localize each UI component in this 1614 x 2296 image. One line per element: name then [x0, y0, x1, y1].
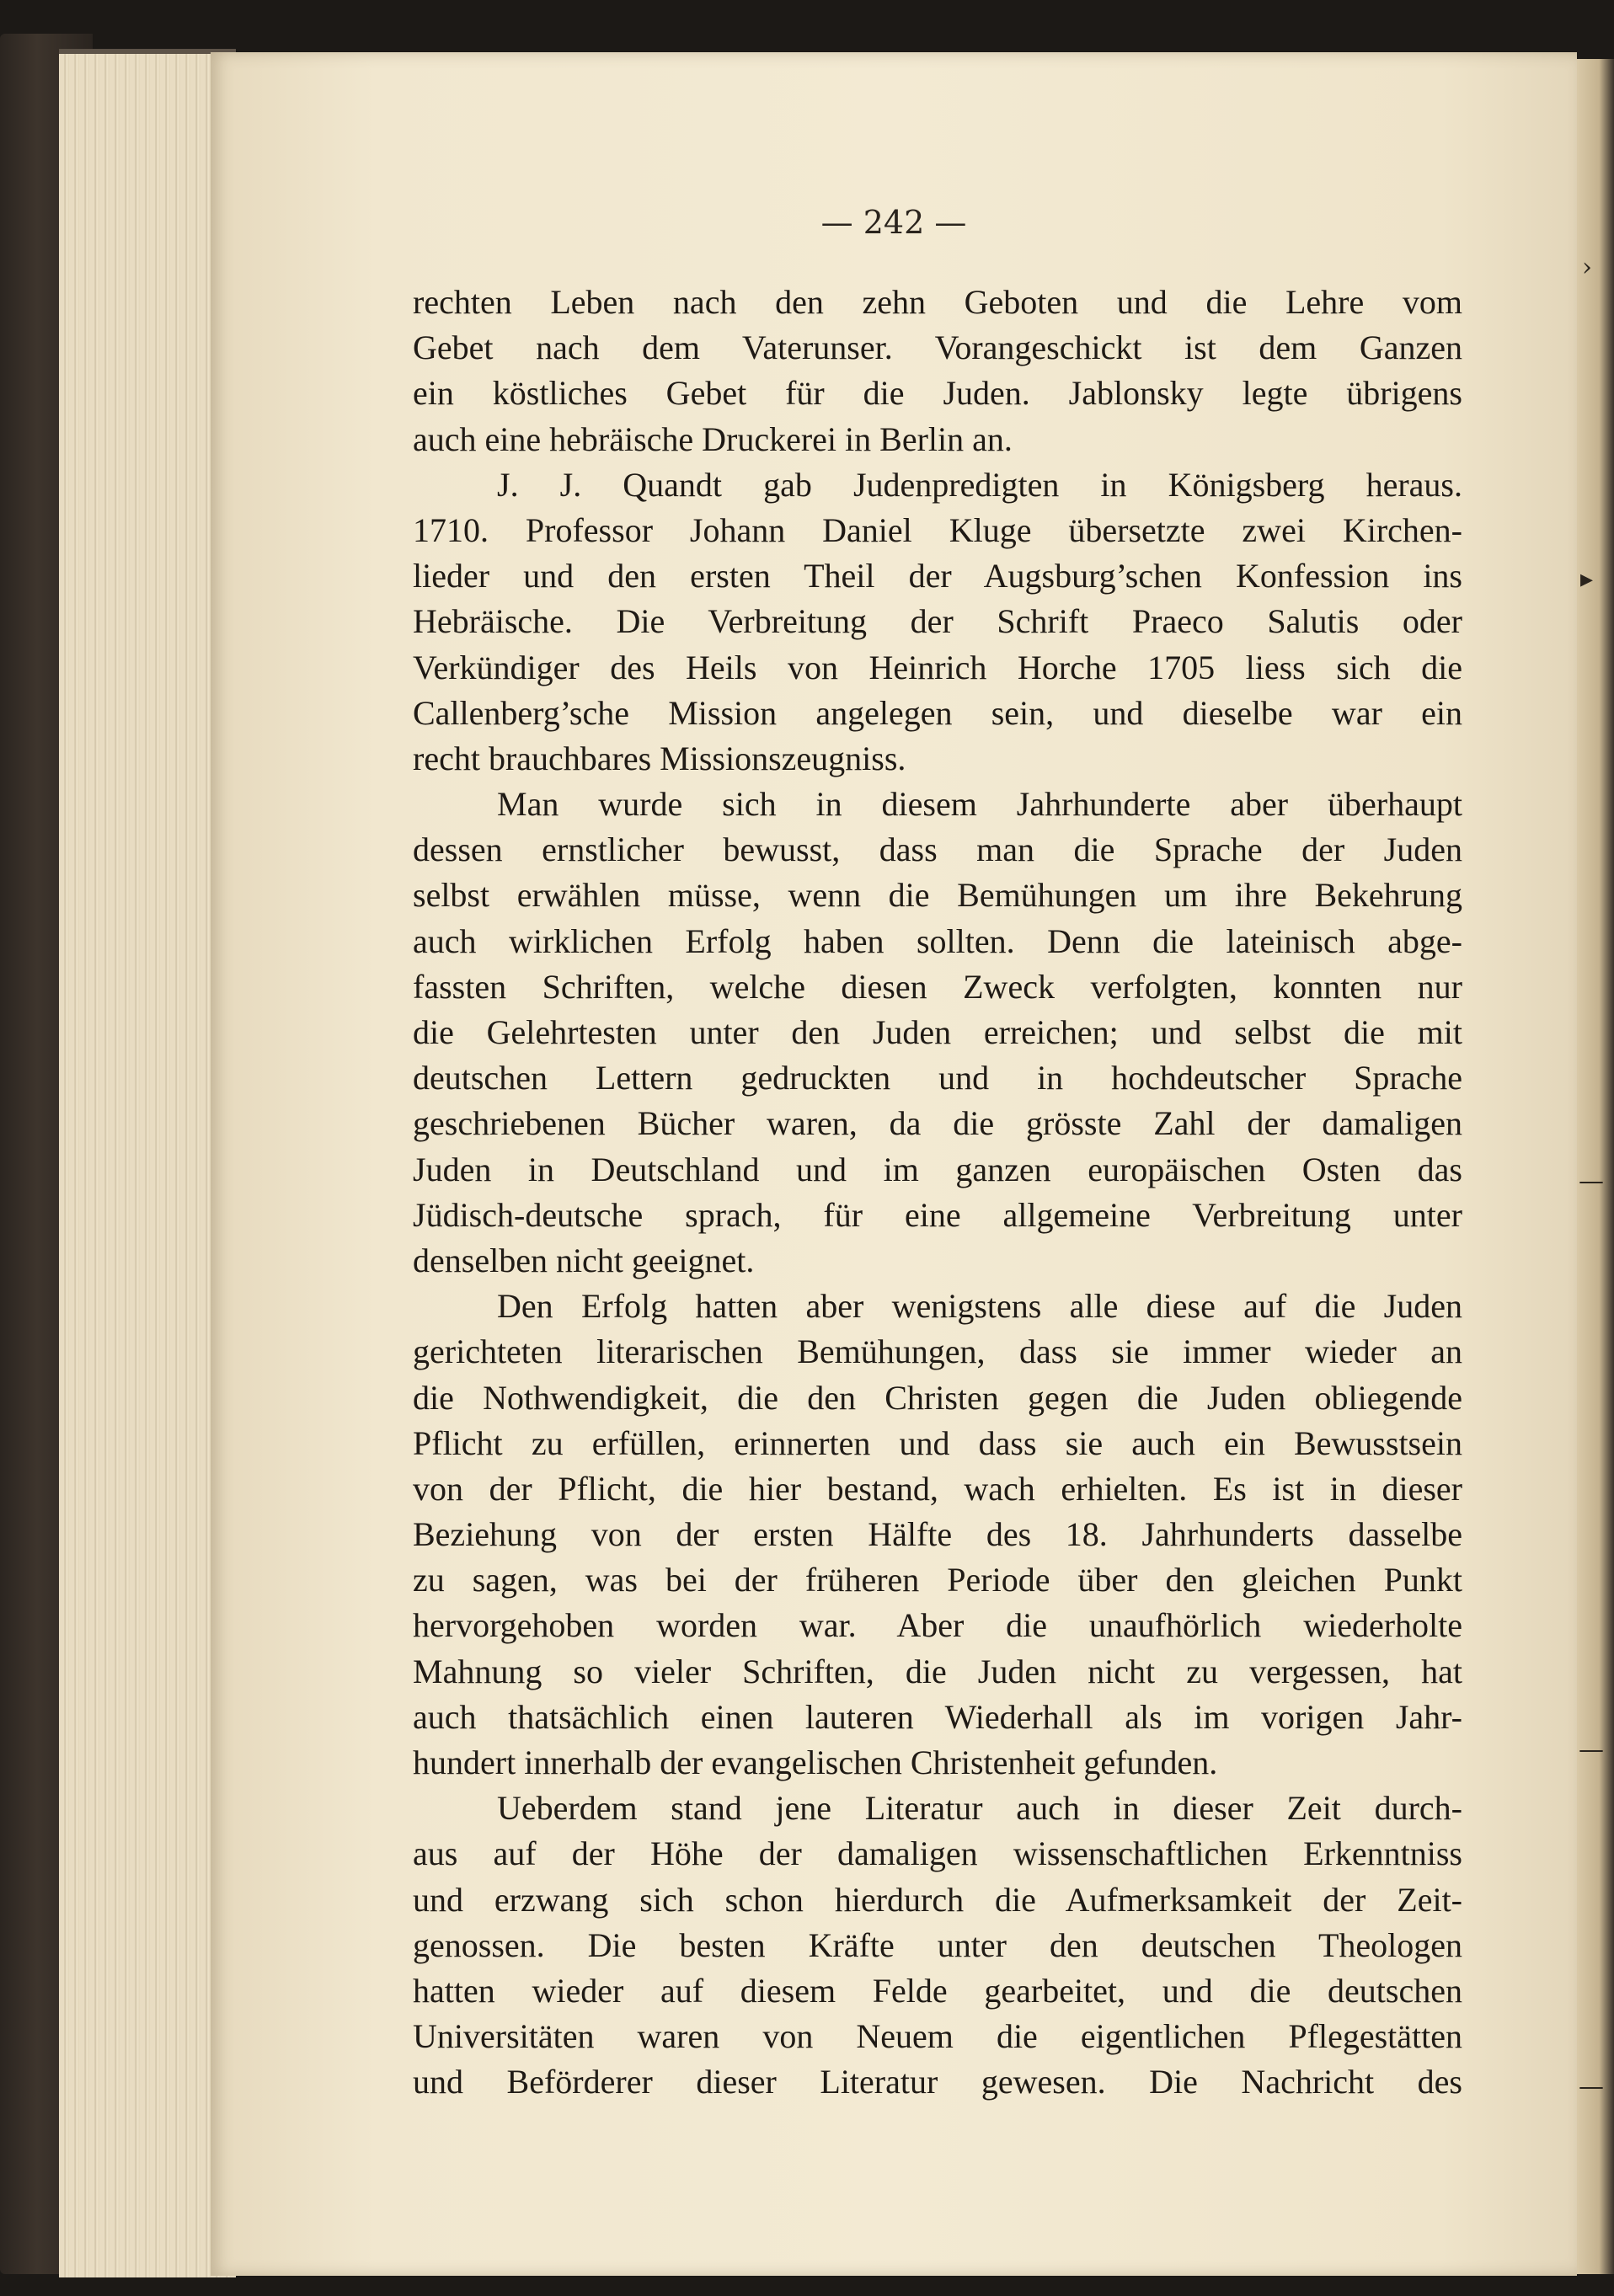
text-line: auch wirklichen Erfolg haben sollten. Denn die lateinisch abge-: [413, 921, 1462, 960]
text-line: Universitäten waren von Neuem die eigentlichen Pflegestätten: [413, 2017, 1462, 2056]
text-line: selbst erwählen müsse, wenn die Bemühungen um ihre Bekehrung: [413, 876, 1462, 915]
bleed-through-mark-icon: —: [1579, 1735, 1604, 1765]
text-line: auch eine hebräische Druckerei in Berlin an.: [413, 419, 1013, 458]
text-line: und Beförderer dieser Literatur gewesen. Die Nachricht des: [413, 2063, 1462, 2101]
text-line: deutschen Lettern gedruckten und in hochdeutscher Sprache: [413, 1059, 1462, 1097]
text-line: Pflicht zu erfüllen, erinnerten und dass sie auch ein Bewusstsein: [413, 1423, 1462, 1462]
text-line: und erzwang sich schon hierdurch die Aufmerksamkeit der Zeit-: [413, 1880, 1462, 1919]
text-line: Jüdisch-deutsche sprach, für eine allgemeine Verbreitung unter: [413, 1195, 1462, 1234]
text-line: die Nothwendigkeit, die den Christen gegen die Juden obliegende: [413, 1378, 1462, 1417]
text-line: Beziehung von der ersten Hälfte des 18. Jahrhunderts dasselbe: [413, 1515, 1462, 1554]
text-line: die Gelehrtesten unter den Juden erreichen; und selbst die mit: [413, 1013, 1462, 1051]
text-line: denselben nicht geeignet.: [413, 1241, 755, 1279]
text-line: dessen ernstlicher bewusst, dass man die Sprache der Juden: [413, 830, 1462, 869]
text-line: auch thatsächlich einen lauteren Wiederhall als im vorigen Jahr-: [413, 1697, 1462, 1736]
text-line: J. J. Quandt gab Judenpredigten in Königsberg heraus.: [497, 465, 1462, 504]
text-line: Man wurde sich in diesem Jahrhunderte aber überhaupt: [497, 785, 1462, 824]
book-page: [211, 52, 1577, 2276]
bleed-through-mark-icon: —: [1579, 2072, 1604, 2101]
text-line: geschriebenen Bücher waren, da die grösste Zahl der damaligen: [413, 1104, 1462, 1143]
text-line: Mahnung so vieler Schriften, die Juden nicht zu vergessen, hat: [413, 1652, 1462, 1690]
bleed-through-mark-icon: —: [1579, 1167, 1604, 1196]
text-line: Juden in Deutschland und im ganzen europäischen Osten das: [413, 1150, 1462, 1188]
text-line: Verkündiger des Heils von Heinrich Horche 1705 liess sich die: [413, 648, 1462, 686]
page-stack-edge: [59, 49, 236, 2277]
text-line: lieder und den ersten Theil der Augsburg’schen Konfession ins: [413, 557, 1462, 595]
bleed-through-mark-icon: ▸: [1580, 564, 1594, 594]
text-line: Den Erfolg hatten aber wenigstens alle diese auf die Juden: [497, 1287, 1462, 1326]
next-page-edge: [1577, 59, 1614, 2274]
text-line: hatten wieder auf diesem Felde gearbeitet, und die deutschen: [413, 1971, 1462, 2010]
text-line: zu sagen, was bei der früheren Periode über den gleichen Punkt: [413, 1561, 1462, 1599]
text-line: genossen. Die besten Kräfte unter den deutschen Theologen: [413, 1925, 1462, 1964]
text-line: aus auf der Höhe der damaligen wissenschaftlichen Erkenntniss: [413, 1834, 1462, 1873]
text-line: recht brauchbares Missionszeugniss.: [413, 739, 906, 777]
bleed-through-mark-icon: ›: [1582, 253, 1592, 282]
text-line: 1710. Professor Johann Daniel Kluge übersetzte zwei Kirchen-: [413, 510, 1462, 549]
body-text: [413, 280, 1462, 2106]
text-line: Ueberdem stand jene Literatur auch in dieser Zeit durch-: [497, 1789, 1462, 1828]
text-line: ein köstliches Gebet für die Juden. Jablonsky legte übrigens: [413, 374, 1462, 413]
text-line: hundert innerhalb der evangelischen Christenheit gefunden.: [413, 1743, 1218, 1781]
page-number: — 242 —: [820, 204, 967, 241]
text-line: hervorgehoben worden war. Aber die unaufhörlich wiederholte: [413, 1606, 1462, 1645]
text-line: Callenberg’sche Mission angelegen sein, und dieselbe war ein: [413, 693, 1462, 732]
text-line: rechten Leben nach den zehn Geboten und die Lehre vom: [413, 283, 1462, 321]
text-line: Hebräische. Die Verbreitung der Schrift Praeco Salutis oder: [413, 602, 1462, 641]
text-line: gerichteten literarischen Bemühungen, dass sie immer wieder an: [413, 1332, 1462, 1371]
text-line: fassten Schriften, welche diesen Zweck verfolgten, konnten nur: [413, 967, 1462, 1006]
text-line: Gebet nach dem Vaterunser. Vorangeschickt ist dem Ganzen: [413, 328, 1462, 367]
text-line: von der Pflicht, die hier bestand, wach erhielten. Es ist in dieser: [413, 1469, 1462, 1508]
